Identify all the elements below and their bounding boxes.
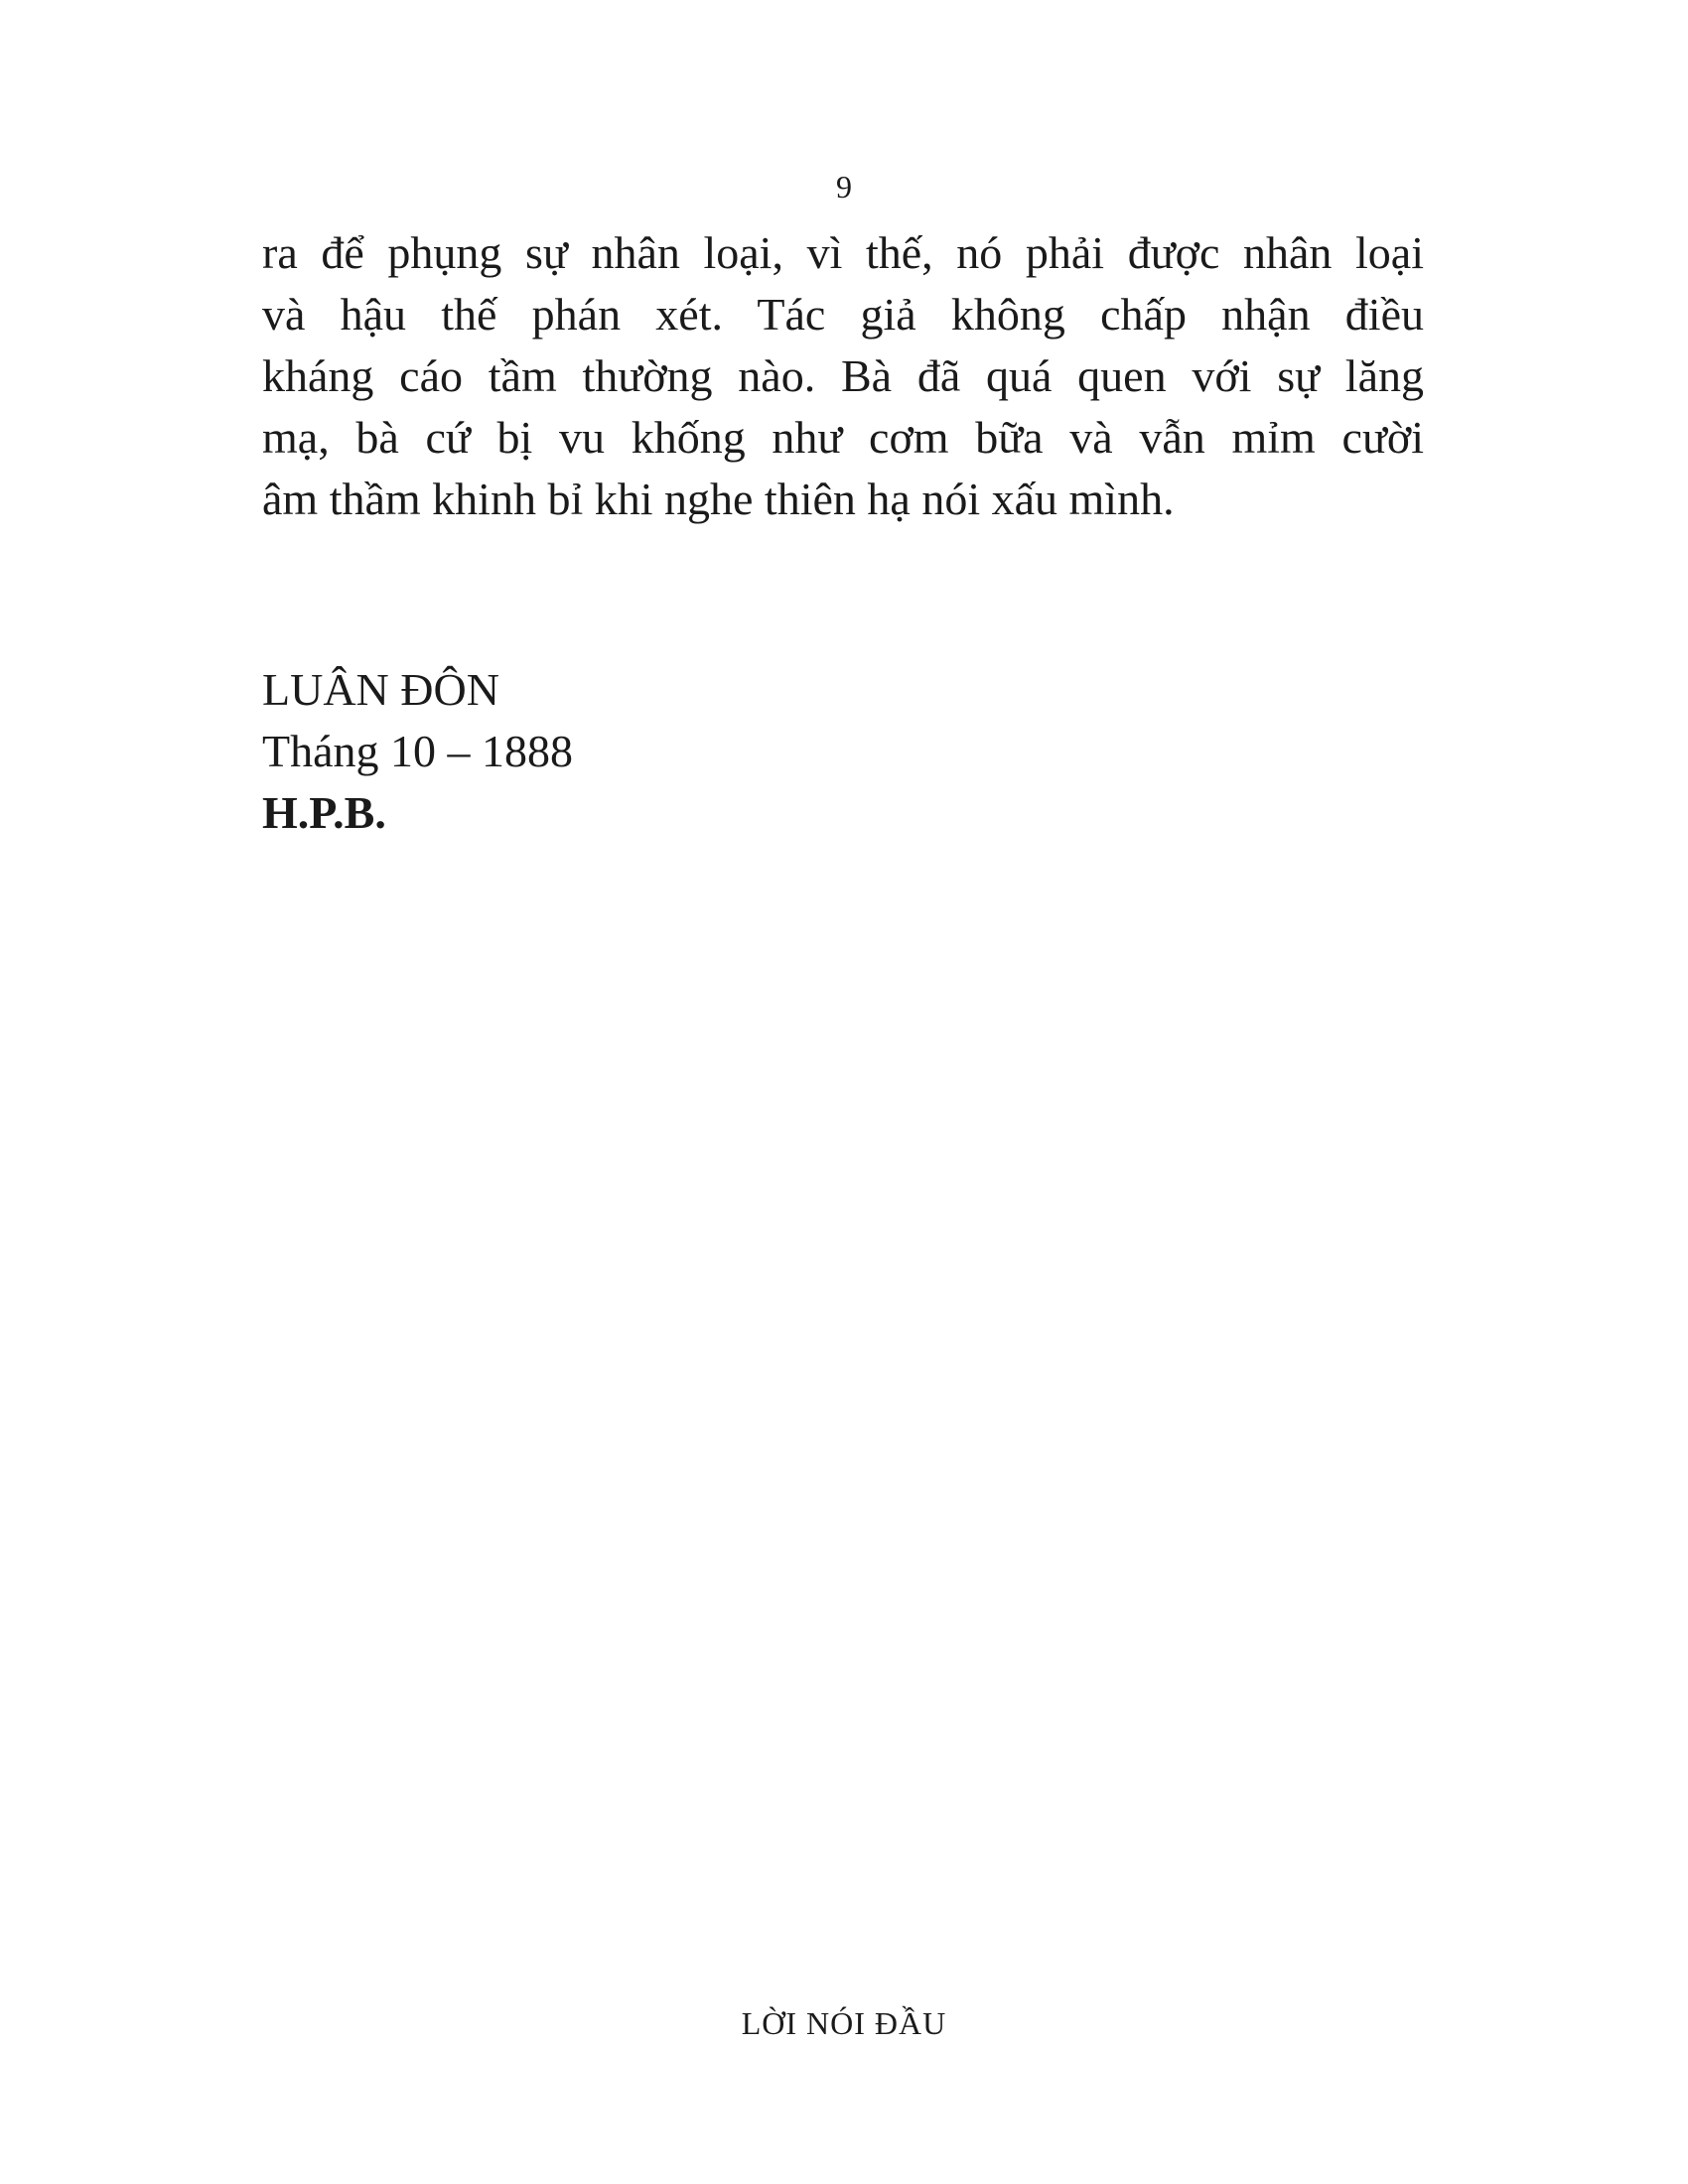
- signature-block: [262, 659, 573, 844]
- paragraph-line: kháng cáo tầm thường nào. Bà đã quá quen với sự lăng: [262, 350, 1424, 401]
- body-paragraph: [262, 222, 1424, 530]
- paragraph-line: âm thầm khinh bỉ khi nghe thiên hạ nói xấu mình.: [262, 474, 1175, 524]
- signature-place: LUÂN ĐÔN: [262, 664, 499, 715]
- paragraph-line: ra để phụng sự nhân loại, vì thế, nó phải được nhân loại: [262, 227, 1424, 278]
- running-footer: LỜI NÓI ĐẦU: [741, 2005, 947, 2041]
- paragraph-line: mạ, bà cứ bị vu khống như cơm bữa và vẫn mỉm cười: [262, 412, 1424, 463]
- paragraph-line: và hậu thế phán xét. Tác giả không chấp nhận điều: [262, 289, 1424, 340]
- signature-date: Tháng 10 – 1888: [262, 726, 574, 776]
- page-number: 9: [836, 169, 852, 205]
- signature-author: H.P.B.: [262, 787, 386, 838]
